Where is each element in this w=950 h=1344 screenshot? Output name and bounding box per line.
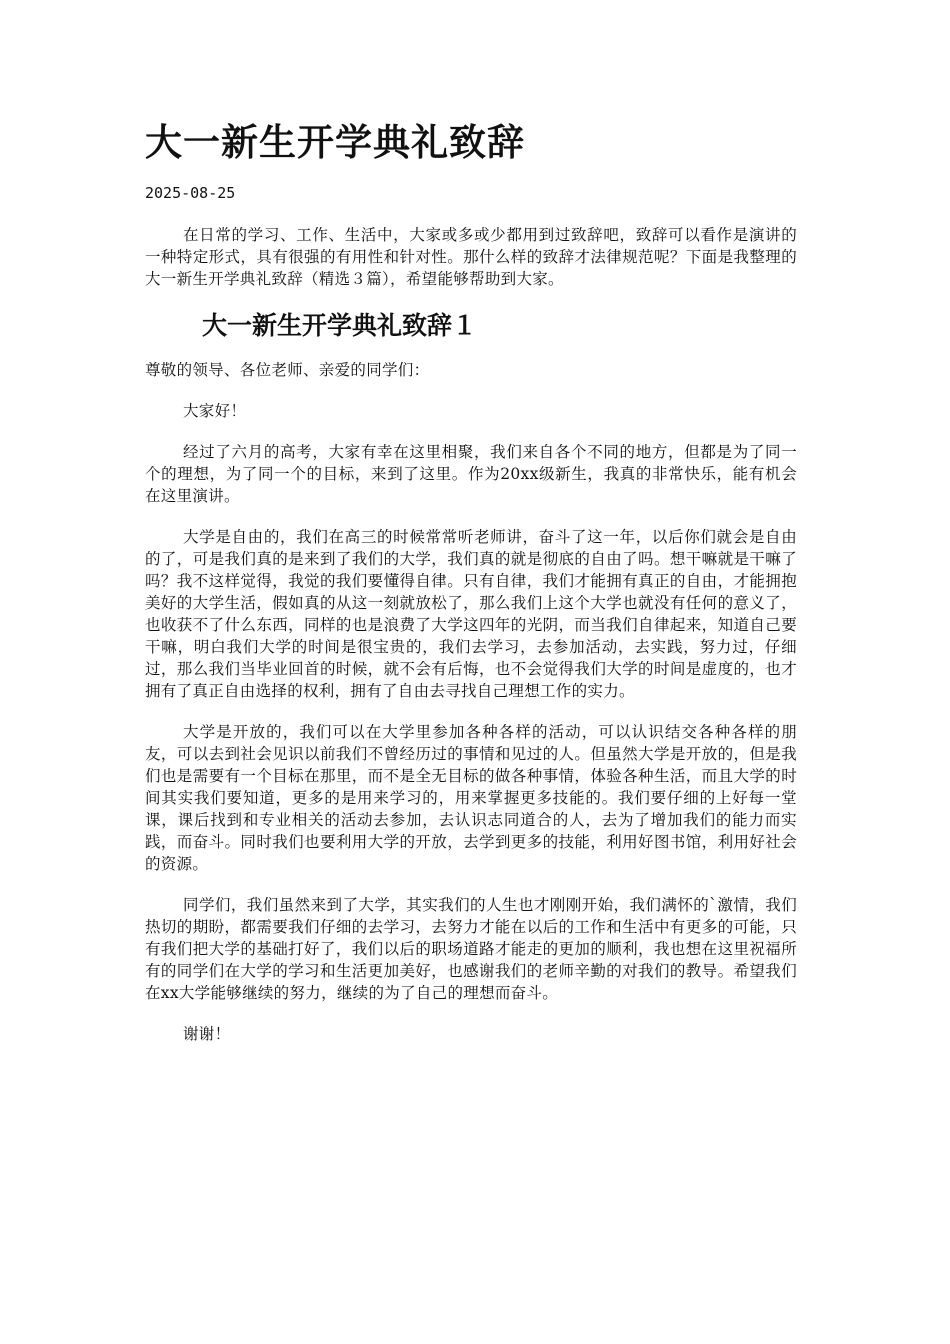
body-paragraph: 同学们，我们虽然来到了大学，其实我们的人生也才刚刚开始，我们满怀的`激情，我们热切的期盼，都需要我们仔细的去学习，去努力才能在以后的工作和生活中有更多的可能，只有我们把大学的基础打好了，我们以后的职场道路才能走的更加的顺利，我也想在这里祝福所有的同学们在大学的学习和生活更加美好，也感谢我们的老师辛勤的对我们的教导。希望我们在xx大学能够继续的努力，继续的为了自己的理想而奋斗。 [145,896,797,1002]
body-paragraph: 大学是开放的，我们可以在大学里参加各种各样的活动，可以认识结交各种各样的朋友，可以去到社会见识以前我们不曾经历过的事情和见过的人。但虽然大学是开放的，但是我们也是需要有一个目标在那里，而不是全无目标的做各种事情，体验各种生活，而且大学的时间其实我们要知道，更多的是用来学习的，用来掌握更多技能的。我们要仔细的上好每一堂课，课后找到和专业相关的活动去参加，去认识志同道合的人，去为了增加我们的能力而实践，而奋斗。同时我们也要利用大学的开放，去学到更多的技能，利用好图书馆，利用好社会的资源。 [145,723,797,873]
body-paragraph: 经过了六月的高考，大家有幸在这里相聚，我们来自各个不同的地方，但都是为了同一个的理想，为了同一个的目标，来到了这里。作为20xx级新生，我真的非常快乐，能有机会在这里演讲。 [145,443,797,505]
greeting: 大家好！ [183,402,247,420]
closing: 谢谢！ [183,1025,231,1043]
body-paragraph: 大学是自由的，我们在高三的时候常常听老师讲，奋斗了这一年，以后你们就会是自由的了，可是我们真的是来到了我们的大学，我们真的就是彻底的自由了吗。想干嘛就是干嘛了吗？我不这样觉得，我觉的我们要懂得自律。只有自律，我们才能拥有真正的自由，才能拥抱美好的大学生活，假如真的从这一刻就放松了，那么我们上这个大学也就没有任何的意义了，也收获不了什么东西，同样的也是浪费了大学这四年的光阴，而当我们自律起来，知道自己要干嘛，明白我们大学的时间是很宝贵的，我们去学习，去参加活动，去实践，努力过，仔细过，那么我们当毕业回首的时候，就不会有后悔，也不会觉得我们大学的时间是虚度的，也才拥有了真正自由选择的权利，拥有了自由去寻找自己理想工作的实力。 [145,528,797,700]
salutation: 尊敬的领导、各位老师、亲爱的同学们： [145,361,430,379]
document-body [145,224,797,1064]
intro-paragraph: 在日常的学习、工作、生活中，大家或多或少都用到过致辞吧，致辞可以看作是演讲的一种特定形式，具有很强的有用性和针对性。那什么样的致辞才法律规范呢？下面是我整理的大一新生开学典礼致辞（精选３篇），希望能够帮助到大家。 [145,226,797,288]
document-date: 2025-08-25 [145,184,236,202]
document-title: 大一新生开学典礼致辞 [145,120,525,164]
section-heading: 大一新生开学典礼致辞１ [202,311,478,340]
